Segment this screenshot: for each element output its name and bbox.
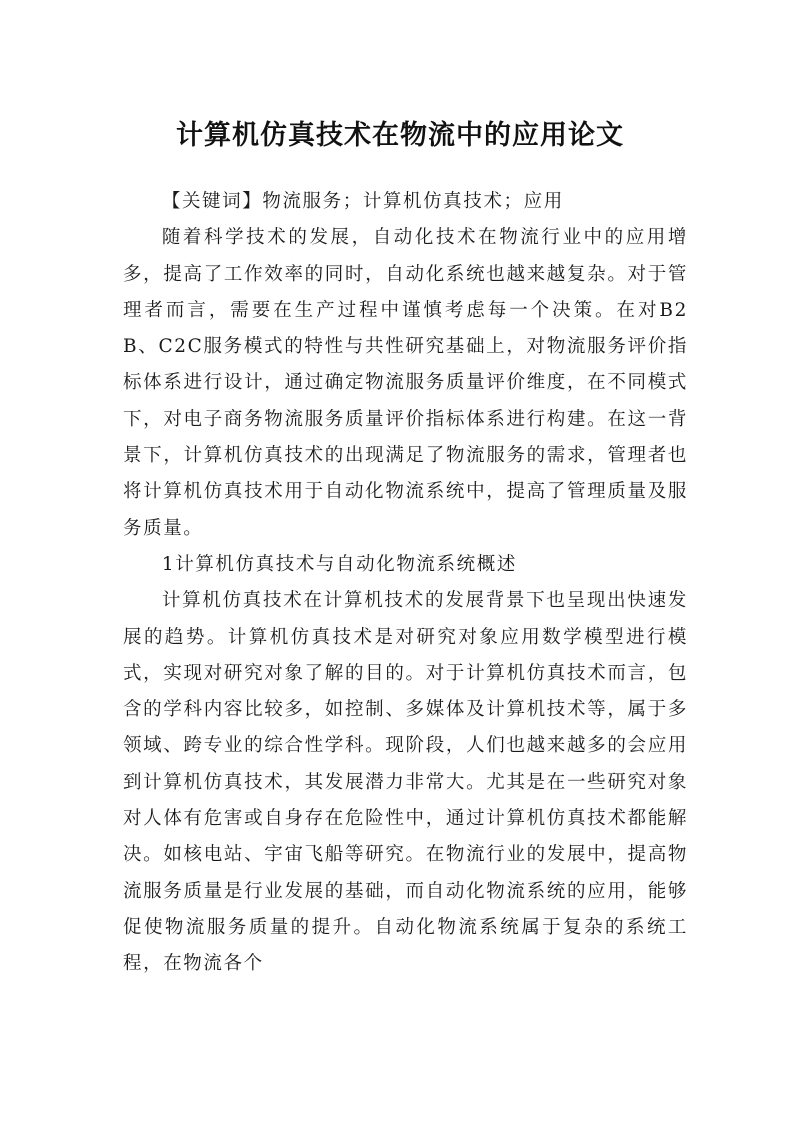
section-heading: 1计算机仿真技术与自动化物流系统概述	[161, 553, 517, 575]
document-body	[123, 184, 688, 983]
body-paragraph: 随着科学技术的发展，自动化技术在物流行业中的应用增多，提高了工作效率的同时，自动化系统也越来越复杂。对于管理者而言，需要在生产过程中谨慎考虑每一个决策。在对B2B、C2C服务模式的特性与共性研究基础上，对物流服务评价指标体系进行设计，通过确定物流服务质量评价维度，在不同模式下，对电子商务物流服务质量评价指标体系进行构建。在这一背景下，计算机仿真技术的出现满足了物流服务的需求，管理者也将计算机仿真技术用于自动化物流系统中，提高了管理质量及服务质量。	[123, 227, 688, 539]
section-paragraph: 计算机仿真技术在计算机技术的发展背景下也呈现出快速发展的趋势。计算机仿真技术是对研究对象应用数学模型进行模式，实现对研究对象了解的目的。对于计算机仿真技术而言，包含的学科内容比较多，如控制、多媒体及计算机技术等，属于多领域、跨专业的综合性学科。现阶段，人们也越来越多的会应用到计算机仿真技术，其发展潜力非常大。尤其是在一些研究对象对人体有危害或自身存在危险性中，通过计算机仿真技术都能解决。如核电站、宇宙飞船等研究。在物流行业的发展中，提高物流服务质量是行业发展的基础，而自动化物流系统的应用，能够促使物流服务质量的提升。自动化物流系统属于复杂的系统工程，在物流各个	[123, 590, 688, 975]
document-title: 计算机仿真技术在物流中的应用论文	[176, 120, 624, 152]
keywords-line: 【关键词】物流服务；计算机仿真技术；应用	[161, 191, 564, 212]
